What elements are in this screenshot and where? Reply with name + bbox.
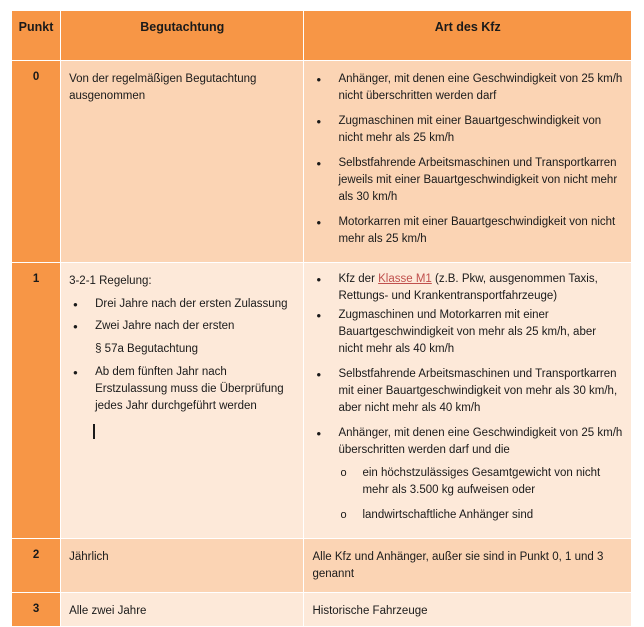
list-item: • Motorkarren mit einer Bauartgeschwindigkeit von nicht mehr als 25 km/h xyxy=(312,214,623,248)
list-item: • Zugmaschinen und Motorkarren mit einer Bauartgeschwindigkeit von mehr als 25 km/h, aber nicht mehr als 40 km/h xyxy=(312,307,623,358)
table-header-row xyxy=(12,11,632,61)
klasse-m1-link[interactable]: Klasse M1 xyxy=(378,273,432,285)
text-cursor xyxy=(93,424,95,439)
header-punkt: Punkt xyxy=(12,11,61,61)
list-item: • Anhänger, mit denen eine Geschwindigkeit von 25 km/h nicht überschritten werden darf xyxy=(312,71,623,105)
row-art xyxy=(304,263,632,539)
sub-list-item: o ein höchstzulässiges Gesamtgewicht von nicht mehr als 3.500 kg aufweisen oder xyxy=(312,465,623,499)
list-item: • Zugmaschinen mit einer Bauartgeschwindigkeit von nicht mehr als 25 km/h xyxy=(312,113,623,147)
row-begutachtung xyxy=(61,263,304,539)
row-art xyxy=(304,61,632,263)
table-row xyxy=(12,539,632,593)
list-item: • Ab dem fünften Jahr nach Erstzulassung muss die Überprüfung jedes Jahr durchgeführt werden xyxy=(69,364,295,415)
row-begutachtung: Alle zwei Jahre xyxy=(61,593,304,627)
list-item: • Kfz der Klasse M1 (z.B. Pkw, ausgenommen Taxis, Rettungs- und Krankentransportfahrzeuge) xyxy=(312,271,623,305)
sub-list-item: o landwirtschaftliche Anhänger sind xyxy=(312,507,623,524)
row-begutachtung: Jährlich xyxy=(61,539,304,593)
row-begutachtung: Von der regelmäßigen Begutachtung ausgenommen xyxy=(61,61,304,263)
row-punkt: 1 xyxy=(12,263,61,539)
table-row xyxy=(12,61,632,263)
header-art: Art des Kfz xyxy=(304,11,632,61)
paragraph-reference: § 57a Begutachtung xyxy=(95,343,199,355)
row-punkt: 0 xyxy=(12,61,61,263)
row-punkt: 3 xyxy=(12,593,61,627)
list-item: • Drei Jahre nach der ersten Zulassung xyxy=(69,296,295,313)
row-art: Historische Fahrzeuge xyxy=(304,593,632,627)
row-art: Alle Kfz und Anhänger, außer sie sind in Punkt 0, 1 und 3 genannt xyxy=(304,539,632,593)
row-punkt: 2 xyxy=(12,539,61,593)
table-wrapper xyxy=(11,10,632,627)
header-begutachtung: Begutachtung xyxy=(61,11,304,61)
table-row xyxy=(12,263,632,539)
list-item: • Anhänger, mit denen eine Geschwindigkeit von 25 km/h überschritten werden darf und die xyxy=(312,425,623,459)
rule-title: 3-2-1 Regelung: xyxy=(69,275,152,287)
begutachtung-table xyxy=(11,10,632,627)
list-item: • Selbstfahrende Arbeitsmaschinen und Transportkarren mit einer Bauartgeschwindigkeit von mehr als 30 km/h, aber nicht mehr als 40 km/h xyxy=(312,366,623,417)
list-item: • Zwei Jahre nach der ersten xyxy=(69,318,295,335)
table-row xyxy=(12,593,632,627)
list-item: • Selbstfahrende Arbeitsmaschinen und Transportkarren jeweils mit einer Bauartgeschwindigkeit von nicht mehr als 30 km/h xyxy=(312,155,623,206)
